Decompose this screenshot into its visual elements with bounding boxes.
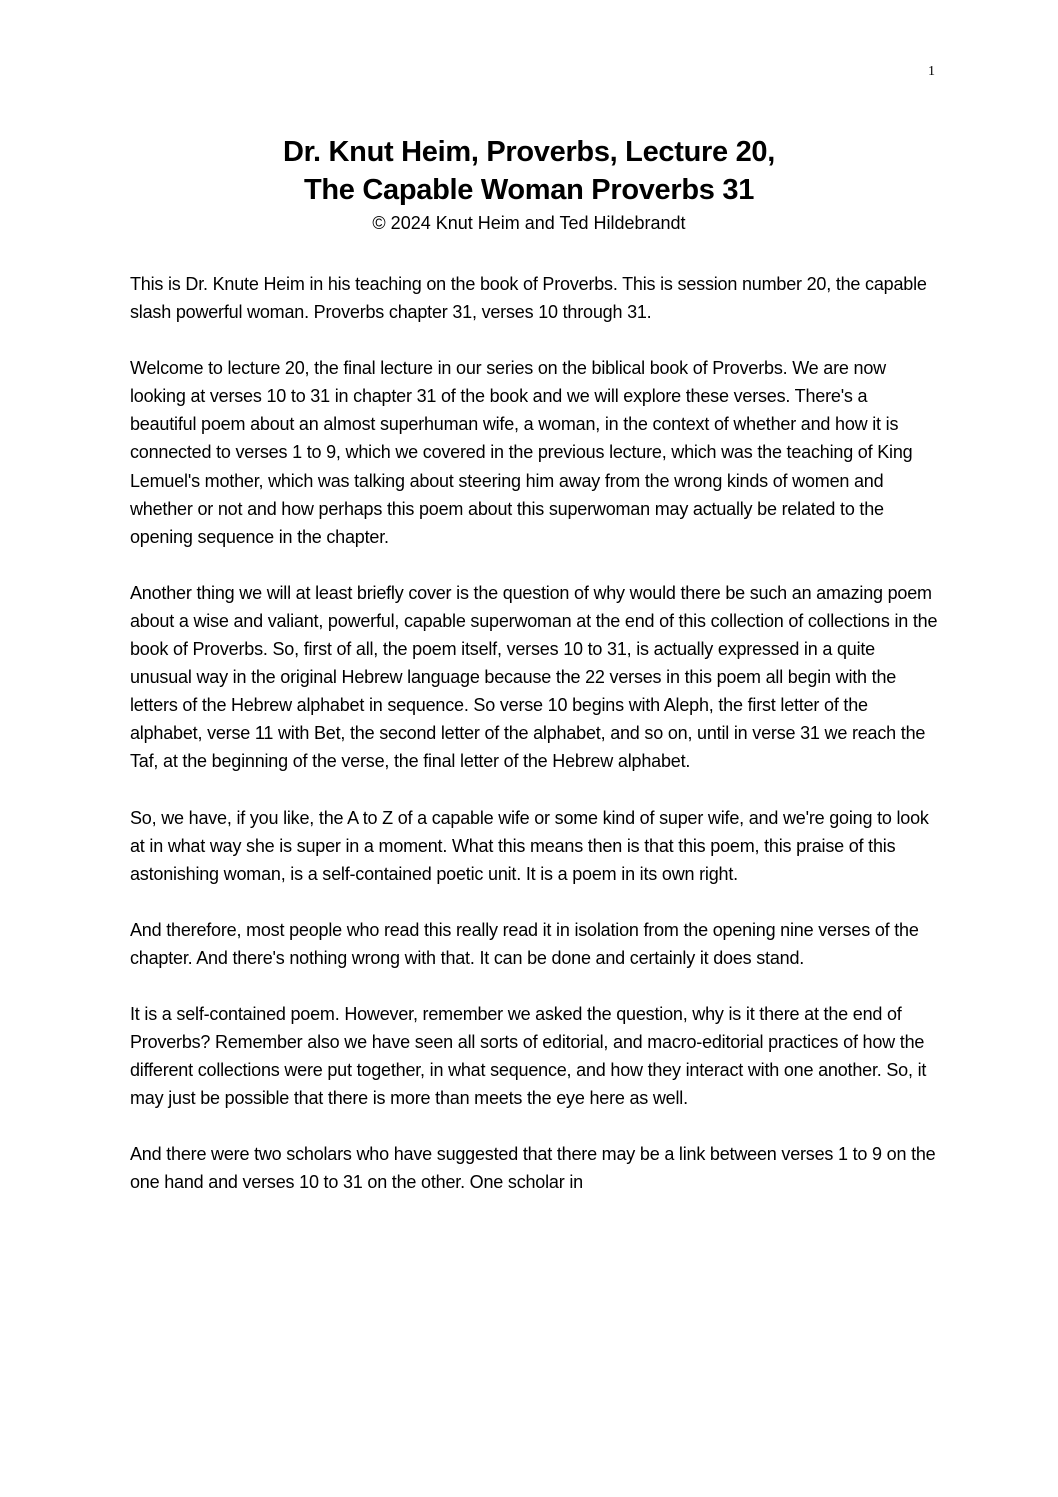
paragraph-1: This is Dr. Knute Heim in his teaching on the book of Proverbs. This is session number 20, the capable slash powerful woman. Proverbs chapter 31, verses 10 through 31.: [130, 274, 927, 323]
paragraph-6: It is a self-contained poem. However, remember we asked the question, why is it there at the end of Proverbs? Remember also we have seen all sorts of editorial, and macro-editorial practices of how the different collections were put together, in what sequence, and how they interact with one another. So, it may just be possible that there is more than meets the eye here as well.: [130, 1003, 927, 1109]
copyright-notice: © 2024 Knut Heim and Ted Hildebrandt: [372, 213, 686, 233]
paragraph-7: And there were two scholars who have suggested that there may be a link between verses 1 to 9 on the one hand and verses 10 to 31 on the other. One scholar in: [130, 1144, 936, 1193]
paragraph-4: So, we have, if you like, the A to Z of a capable wife or some kind of super wife, and we're going to look at in what way she is super in a moment. What this means then is that this poem, this praise of this astonishing woman, is a self-contained poetic unit. It is a poem in its own right.: [130, 807, 929, 884]
paragraph-2: Welcome to lecture 20, the final lecture in our series on the biblical book of Proverbs. We are now looking at verses 10 to 31 in chapter 31 of the book and we will explore these verses. There's a beautiful poem about an almost superhuman wife, a woman, in the context of whether and how it is connected to verses 1 to 9, which we covered in the previous lecture, which was the teaching of King Lemuel's mother, which was talking about steering him away from the wrong kinds of women and whether or not and how perhaps this poem about this superwoman may actually be related to the opening sequence in the chapter.: [130, 358, 913, 547]
paragraph-3: Another thing we will at least briefly cover is the question of why would there be such an amazing poem about a wise and valiant, powerful, capable superwoman at the end of this collection of collections in the book of Proverbs. So, first of all, the poem itself, verses 10 to 31, is actually expressed in a quite unusual way in the original Hebrew language because the 22 verses in this poem all begin with the letters of the Hebrew alphabet in sequence. So verse 10 begins with Aleph, the first letter of the alphabet, verse 11 with Bet, the second letter of the alphabet, and so on, until in verse 31 we reach the Taf, at the beginning of the verse, the final letter of the Hebrew alphabet.: [130, 582, 938, 772]
paragraph-5: And therefore, most people who read this really read it in isolation from the opening nine verses of the chapter. And there's nothing wrong with that. It can be done and certainly it does stand.: [130, 919, 919, 968]
document-body: [130, 270, 938, 1225]
document-title-line-1: Dr. Knut Heim, Proverbs, Lecture 20,: [282, 136, 776, 168]
page-number: 1: [928, 64, 935, 79]
document-title-line-2: The Capable Woman Proverbs 31: [303, 174, 755, 206]
document-header: [0, 133, 1058, 235]
